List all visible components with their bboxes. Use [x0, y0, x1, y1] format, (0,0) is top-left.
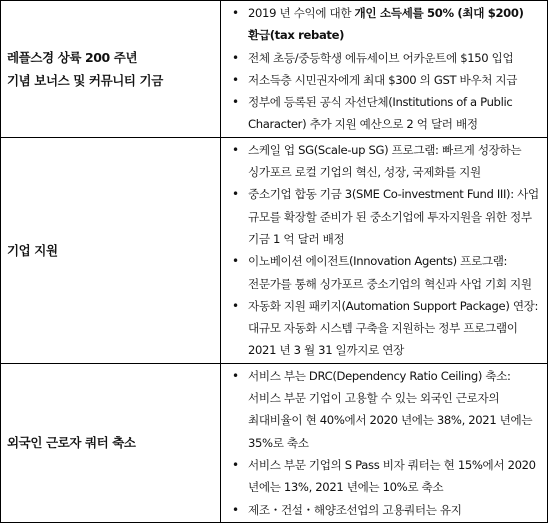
list-item [221, 183, 547, 250]
bullet-text: 이노베이션 에이전트(Innovation Agents) 프로그램: 전문가를 통해 싱가포르 중소기업의 혁신과 사업 기회 지원 [248, 254, 532, 291]
list-item [221, 2, 547, 47]
list-item [221, 139, 547, 184]
bullet-text: 정부에 등록된 공식 자선단체(Institutions of a Public Character) 추가 지원 예산으로 2 억 달러 배정 [248, 95, 513, 132]
bullet-icon: • [232, 502, 239, 517]
bullet-icon: • [232, 368, 239, 383]
row-content-cell [221, 1, 548, 138]
table-row [1, 363, 548, 522]
row-label-line: 기업 지원 [7, 242, 58, 258]
table-row [1, 1, 548, 138]
bullet-list [221, 139, 547, 362]
bullet-icon: • [232, 72, 239, 87]
bullet-icon: • [232, 95, 239, 110]
row-label-cell [1, 137, 221, 363]
list-item [221, 47, 547, 69]
bullet-text: 스케일 업 SG(Scale-up SG) 프로그램: 빠르게 성장하는 싱가포르 로컬 기업의 혁신, 성장, 국제화를 지원 [248, 142, 522, 180]
list-item [221, 295, 547, 362]
row-label-cell [1, 1, 221, 138]
bullet-icon: • [232, 6, 239, 20]
bullet-text: 2019 년 수익에 대한 [248, 6, 355, 20]
bullet-icon: • [232, 187, 239, 202]
bullet-text: 중소기업 합동 기금 3(SME Co-investment Fund III): 사업 규모를 확장할 준비가 된 중소기업에 투자지원을 위한 정부 기금 1 억 달러 배정 [248, 187, 539, 246]
bullet-text: 서비스 부문 기업의 S Pass 비자 쿼터는 현 15%에서 2020 년에는 13%, 2021 년에는 10%로 축소 [248, 457, 536, 495]
list-item [221, 69, 547, 91]
row-content-cell [221, 363, 548, 522]
bullet-text: 저소득층 시민권자에게 최대 $300 의 GST 바우처 지급 [248, 72, 518, 87]
bullet-icon: • [232, 298, 239, 313]
row-label-line: 외국인 근로자 쿼터 축소 [7, 435, 136, 451]
list-item [221, 454, 547, 499]
bullet-text: 전체 초등/중등학생 에듀세이브 어카운트에 $150 입업 [248, 50, 514, 65]
list-item [221, 365, 547, 454]
list-item [221, 499, 547, 521]
bullet-text: 서비스 부는 DRC(Dependency Ratio Ceiling) 축소: 서비스 부문 기업이 고용할 수 있는 외국인 근로자의 최대비율이 현 40%에서 2020 년에는 38%, 2021 년에는 35%로 축소 [248, 368, 533, 450]
bullet-icon: • [232, 254, 239, 269]
row-label-line: 기념 보너스 및 커뮤니티 기금 [7, 72, 163, 88]
bullet-icon: • [232, 457, 239, 472]
list-item [221, 91, 547, 136]
bullet-list [221, 2, 547, 136]
row-label-cell [1, 363, 221, 522]
table-row [1, 137, 548, 363]
bullet-icon: • [232, 50, 239, 65]
row-label-line: 레플스경 상륙 200 주년 [7, 49, 138, 65]
bullet-list [221, 365, 547, 521]
bullet-icon: • [232, 142, 239, 157]
bullet-text: 제조・건설・해양조선업의 고용쿼터는 유지 [248, 502, 462, 517]
list-item [221, 250, 547, 295]
row-content-cell [221, 137, 548, 363]
bullet-text: 자동화 지원 패키지(Automation Support Package) 연장: 대규모 자동화 시스템 구축을 지원하는 정부 프로그램이 2021 년 3 월 31 일까지로 연장 [248, 298, 539, 358]
bullet-text-bold: 개인 소득세를 50% (최대 $200) 환급(tax rebate) [248, 6, 524, 43]
